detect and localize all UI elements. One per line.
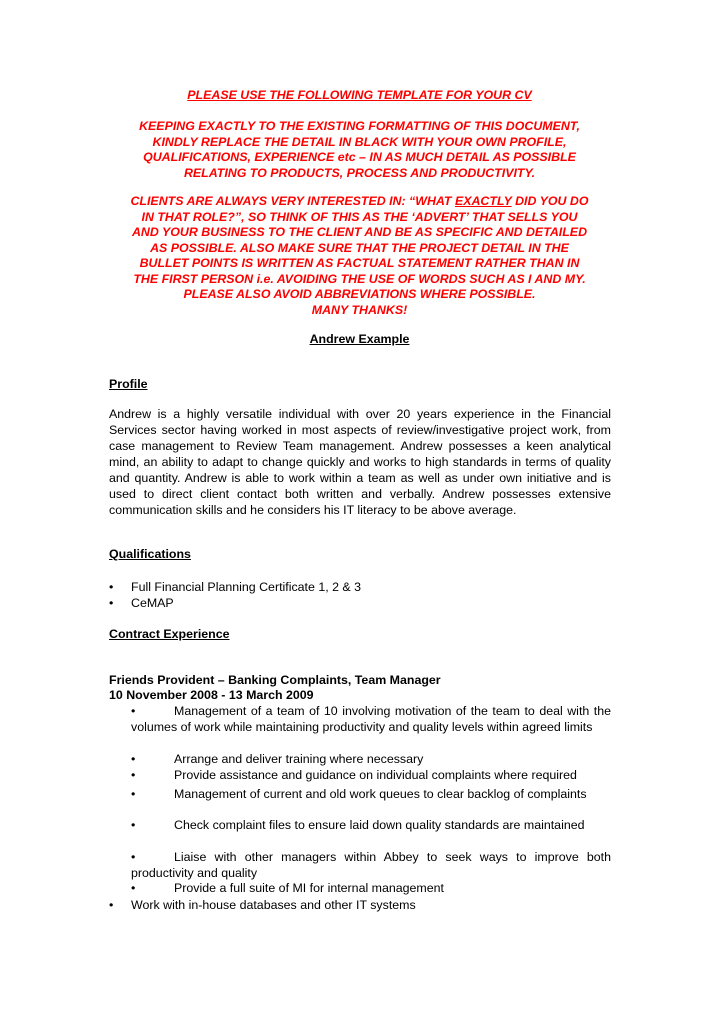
experience-bullet: Management of current and old work queues to clear backlog of complaints [174,787,587,801]
bullet-icon: • [131,768,136,782]
profile-text: Andrew is a highly versatile individual with over 20 years experience in the Financial Services sector having worked in most aspects of review/investigative project work, from case management to Review Team management. Andrew possesses a keen analytical mind, an ability to adapt to change quickly and works to high standards in terms of quality and quantity. Andrew is able to work within a team as well as under own initiative and is used to direct client contact both written and verbally. Andrew possesses extensive communication skills and he considers his IT literacy to be above average. [109,407,611,517]
experience-bullet: Arrange and deliver training where necessary [174,752,424,766]
bullet-icon: • [131,752,136,766]
role-title: Friends Provident – Banking Complaints, Team Manager [109,673,441,687]
notice-paragraph-1 [0,119,719,181]
bullet-icon: • [109,898,114,912]
experience-bullet: Provide a full suite of MI for internal management [174,881,444,895]
notice-line: RELATING TO PRODUCTS, PROCESS AND PRODUCTIVITY. [183,165,536,180]
experience-bullet: Management of a team of 10 involving motivation of the team to deal with the volumes of work while maintaining productivity and quality levels within agreed limits [131,704,611,734]
experience-bullet: Provide assistance and guidance on individual complaints where required [174,768,577,782]
notice-emphasis: EXACTLY [454,194,512,208]
notice-line: KEEPING EXACTLY TO THE EXISTING FORMATTING OF THIS DOCUMENT, [139,119,580,133]
notice-line: MANY THANKS! [311,302,408,317]
role-dates: 10 November 2008 - 13 March 2009 [109,688,314,702]
bullet-icon: • [131,850,136,864]
notice-text: DID YOU DO [511,194,589,208]
bullet-icon: • [131,881,136,895]
notice-line: BULLET POINTS IS WRITTEN AS FACTUAL STATEMENT RATHER THAN IN [139,256,580,270]
qualification-item: Full Financial Planning Certificate 1, 2 & 3 [131,580,362,594]
experience-bullet: Liaise with other managers within Abbey to seek ways to improve both productivity and quality [131,850,611,880]
notice-line: AND YOUR BUSINESS TO THE CLIENT AND BE AS SPECIFIC AND DETAILED [131,225,588,239]
notice-text: CLIENTS ARE ALWAYS VERY INTERESTED IN: “WHAT [130,194,455,208]
profile-heading: Profile [109,377,148,391]
notice-line: AS POSSIBLE. ALSO MAKE SURE THAT THE PROJECT DETAIL IN THE [150,240,569,255]
notice-line: THE FIRST PERSON i.e. AVOIDING THE USE OF WORDS SUCH AS I AND MY. [133,271,586,286]
notice-line [0,194,719,210]
bullet-icon: • [131,818,136,832]
notice-line: PLEASE ALSO AVOID ABBREVIATIONS WHERE POSSIBLE. [183,287,536,301]
bullet-icon: • [109,580,114,594]
experience-outer-bullet: Work with in-house databases and other IT systems [131,898,416,912]
candidate-name: Andrew Example [309,332,410,346]
notice-title: PLEASE USE THE FOLLOWING TEMPLATE FOR YOUR CV [187,88,532,102]
notice-paragraph-2 [0,194,719,318]
notice-line: QUALIFICATIONS, EXPERIENCE etc – IN AS MUCH DETAIL AS POSSIBLE [143,150,576,164]
experience-heading: Contract Experience [109,627,230,641]
qualification-item: CeMAP [131,596,174,610]
bullet-icon: • [109,596,114,610]
bullet-icon: • [131,704,136,718]
notice-line: IN THAT ROLE?”, SO THINK OF THIS AS THE ‘ADVERT’ THAT SELLS YOU [141,209,578,224]
qualifications-heading: Qualifications [109,547,191,561]
bullet-icon: • [131,787,136,801]
experience-bullet: Check complaint files to ensure laid down quality standards are maintained [174,818,585,832]
notice-line: KINDLY REPLACE THE DETAIL IN BLACK WITH YOUR OWN PROFILE, [152,134,567,149]
